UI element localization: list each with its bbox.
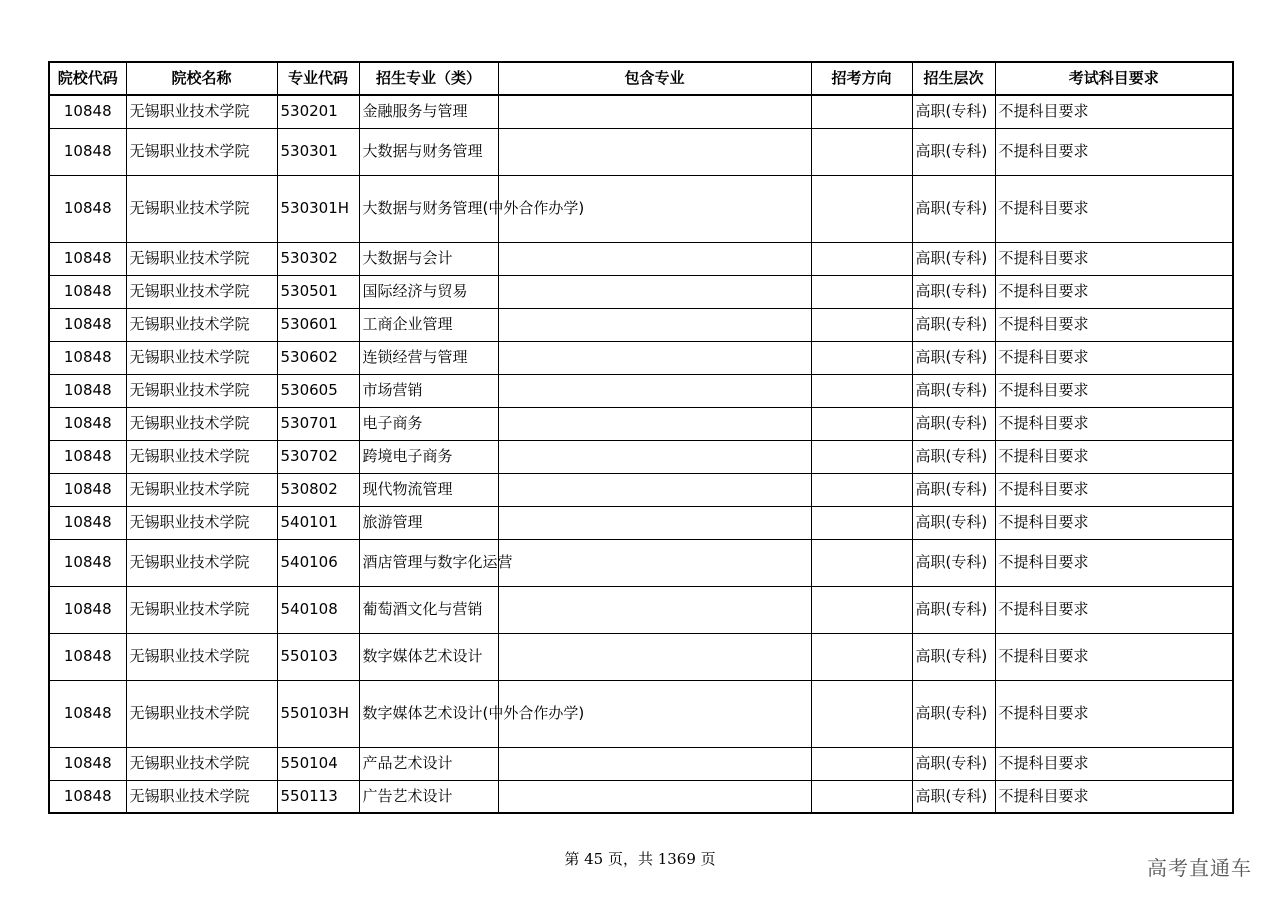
cell-school-code: 10848 bbox=[49, 586, 126, 633]
cell-level: 高职(专科) bbox=[912, 506, 995, 539]
cell-major-code: 530301H bbox=[277, 175, 359, 242]
table-row bbox=[49, 175, 1233, 242]
cell-direction bbox=[811, 95, 912, 128]
cell-included-majors bbox=[498, 539, 811, 586]
table-row bbox=[49, 473, 1233, 506]
cell-major-code: 530602 bbox=[277, 341, 359, 374]
cell-school-code: 10848 bbox=[49, 95, 126, 128]
table-row bbox=[49, 506, 1233, 539]
header-level: 招生层次 bbox=[912, 62, 995, 95]
cell-requirement: 不提科目要求 bbox=[995, 440, 1233, 473]
table-row bbox=[49, 407, 1233, 440]
cell-school-code: 10848 bbox=[49, 747, 126, 780]
cell-level: 高职(专科) bbox=[912, 780, 995, 813]
cell-school-code: 10848 bbox=[49, 275, 126, 308]
cell-major: 现代物流管理 bbox=[359, 473, 498, 506]
cell-school-name: 无锡职业技术学院 bbox=[126, 341, 277, 374]
cell-school-code: 10848 bbox=[49, 680, 126, 747]
header-major-code: 专业代码 bbox=[277, 62, 359, 95]
cell-major: 数字媒体艺术设计 bbox=[359, 633, 498, 680]
cell-school-name: 无锡职业技术学院 bbox=[126, 128, 277, 175]
cell-major: 电子商务 bbox=[359, 407, 498, 440]
cell-school-name: 无锡职业技术学院 bbox=[126, 680, 277, 747]
cell-direction bbox=[811, 506, 912, 539]
cell-requirement: 不提科目要求 bbox=[995, 308, 1233, 341]
cell-level: 高职(专科) bbox=[912, 747, 995, 780]
header-row bbox=[49, 62, 1233, 95]
cell-direction bbox=[811, 633, 912, 680]
cell-major: 国际经济与贸易 bbox=[359, 275, 498, 308]
table-row bbox=[49, 747, 1233, 780]
table-row bbox=[49, 341, 1233, 374]
cell-included-majors bbox=[498, 747, 811, 780]
cell-requirement: 不提科目要求 bbox=[995, 95, 1233, 128]
cell-school-name: 无锡职业技术学院 bbox=[126, 633, 277, 680]
cell-level: 高职(专科) bbox=[912, 633, 995, 680]
table-row bbox=[49, 128, 1233, 175]
cell-school-code: 10848 bbox=[49, 341, 126, 374]
cell-included-majors bbox=[498, 128, 811, 175]
cell-requirement: 不提科目要求 bbox=[995, 341, 1233, 374]
cell-school-name: 无锡职业技术学院 bbox=[126, 242, 277, 275]
cell-school-code: 10848 bbox=[49, 539, 126, 586]
cell-major-code: 550103 bbox=[277, 633, 359, 680]
table-row bbox=[49, 242, 1233, 275]
cell-included-majors bbox=[498, 440, 811, 473]
cell-included-majors bbox=[498, 586, 811, 633]
cell-major-code: 550113 bbox=[277, 780, 359, 813]
cell-major-code: 530802 bbox=[277, 473, 359, 506]
cell-included-majors bbox=[498, 242, 811, 275]
cell-included-majors bbox=[498, 506, 811, 539]
cell-school-name: 无锡职业技术学院 bbox=[126, 308, 277, 341]
cell-requirement: 不提科目要求 bbox=[995, 473, 1233, 506]
cell-major: 大数据与会计 bbox=[359, 242, 498, 275]
cell-direction bbox=[811, 539, 912, 586]
cell-major-code: 530302 bbox=[277, 242, 359, 275]
cell-major: 酒店管理与数字化运营 bbox=[359, 539, 498, 586]
cell-school-name: 无锡职业技术学院 bbox=[126, 407, 277, 440]
cell-level: 高职(专科) bbox=[912, 680, 995, 747]
cell-major: 大数据与财务管理(中外合作办学) bbox=[359, 175, 498, 242]
cell-included-majors bbox=[498, 308, 811, 341]
cell-requirement: 不提科目要求 bbox=[995, 586, 1233, 633]
cell-major-code: 550103H bbox=[277, 680, 359, 747]
cell-school-code: 10848 bbox=[49, 128, 126, 175]
cell-direction bbox=[811, 440, 912, 473]
cell-requirement: 不提科目要求 bbox=[995, 175, 1233, 242]
cell-included-majors bbox=[498, 780, 811, 813]
cell-level: 高职(专科) bbox=[912, 242, 995, 275]
cell-school-code: 10848 bbox=[49, 473, 126, 506]
cell-level: 高职(专科) bbox=[912, 95, 995, 128]
cell-requirement: 不提科目要求 bbox=[995, 128, 1233, 175]
cell-level: 高职(专科) bbox=[912, 407, 995, 440]
cell-major-code: 540108 bbox=[277, 586, 359, 633]
cell-requirement: 不提科目要求 bbox=[995, 242, 1233, 275]
cell-direction bbox=[811, 374, 912, 407]
cell-direction bbox=[811, 175, 912, 242]
cell-level: 高职(专科) bbox=[912, 128, 995, 175]
cell-direction bbox=[811, 242, 912, 275]
header-major: 招生专业（类） bbox=[359, 62, 498, 95]
cell-school-name: 无锡职业技术学院 bbox=[126, 586, 277, 633]
cell-school-name: 无锡职业技术学院 bbox=[126, 95, 277, 128]
cell-requirement: 不提科目要求 bbox=[995, 539, 1233, 586]
cell-direction bbox=[811, 341, 912, 374]
table-row bbox=[49, 539, 1233, 586]
cell-included-majors bbox=[498, 95, 811, 128]
table-header bbox=[49, 62, 1233, 95]
cell-level: 高职(专科) bbox=[912, 175, 995, 242]
cell-direction bbox=[811, 473, 912, 506]
cell-direction bbox=[811, 308, 912, 341]
cell-school-name: 无锡职业技术学院 bbox=[126, 747, 277, 780]
cell-school-code: 10848 bbox=[49, 308, 126, 341]
cell-level: 高职(专科) bbox=[912, 440, 995, 473]
cell-school-code: 10848 bbox=[49, 407, 126, 440]
cell-school-name: 无锡职业技术学院 bbox=[126, 539, 277, 586]
cell-major-code: 550104 bbox=[277, 747, 359, 780]
cell-included-majors bbox=[498, 407, 811, 440]
cell-major: 旅游管理 bbox=[359, 506, 498, 539]
cell-requirement: 不提科目要求 bbox=[995, 747, 1233, 780]
cell-major-code: 540101 bbox=[277, 506, 359, 539]
cell-major-code: 540106 bbox=[277, 539, 359, 586]
table-row bbox=[49, 440, 1233, 473]
cell-major: 广告艺术设计 bbox=[359, 780, 498, 813]
cell-included-majors bbox=[498, 473, 811, 506]
cell-direction bbox=[811, 275, 912, 308]
cell-direction bbox=[811, 747, 912, 780]
cell-included-majors bbox=[498, 633, 811, 680]
cell-requirement: 不提科目要求 bbox=[995, 680, 1233, 747]
cell-major: 大数据与财务管理 bbox=[359, 128, 498, 175]
table-row bbox=[49, 275, 1233, 308]
cell-school-name: 无锡职业技术学院 bbox=[126, 275, 277, 308]
cell-school-code: 10848 bbox=[49, 633, 126, 680]
watermark: 高考直通车 bbox=[1147, 856, 1252, 880]
cell-school-name: 无锡职业技术学院 bbox=[126, 473, 277, 506]
cell-level: 高职(专科) bbox=[912, 473, 995, 506]
cell-requirement: 不提科目要求 bbox=[995, 780, 1233, 813]
header-included-majors: 包含专业 bbox=[498, 62, 811, 95]
cell-major-code: 530701 bbox=[277, 407, 359, 440]
cell-level: 高职(专科) bbox=[912, 586, 995, 633]
cell-school-code: 10848 bbox=[49, 242, 126, 275]
cell-level: 高职(专科) bbox=[912, 539, 995, 586]
cell-major: 连锁经营与管理 bbox=[359, 341, 498, 374]
cell-major-code: 530702 bbox=[277, 440, 359, 473]
cell-major-code: 530601 bbox=[277, 308, 359, 341]
cell-school-code: 10848 bbox=[49, 780, 126, 813]
cell-requirement: 不提科目要求 bbox=[995, 506, 1233, 539]
cell-level: 高职(专科) bbox=[912, 341, 995, 374]
cell-requirement: 不提科目要求 bbox=[995, 374, 1233, 407]
cell-level: 高职(专科) bbox=[912, 275, 995, 308]
cell-included-majors bbox=[498, 341, 811, 374]
cell-major-code: 530301 bbox=[277, 128, 359, 175]
cell-school-code: 10848 bbox=[49, 440, 126, 473]
table-row bbox=[49, 374, 1233, 407]
table-row bbox=[49, 780, 1233, 813]
cell-school-code: 10848 bbox=[49, 374, 126, 407]
cell-major: 工商企业管理 bbox=[359, 308, 498, 341]
cell-major: 市场营销 bbox=[359, 374, 498, 407]
cell-direction bbox=[811, 407, 912, 440]
cell-school-name: 无锡职业技术学院 bbox=[126, 506, 277, 539]
cell-included-majors bbox=[498, 275, 811, 308]
table-row bbox=[49, 633, 1233, 680]
cell-major: 跨境电子商务 bbox=[359, 440, 498, 473]
table-row bbox=[49, 586, 1233, 633]
admissions-table bbox=[48, 61, 1234, 814]
header-school-name: 院校名称 bbox=[126, 62, 277, 95]
table-body bbox=[49, 95, 1233, 813]
header-requirement: 考试科目要求 bbox=[995, 62, 1233, 95]
cell-school-code: 10848 bbox=[49, 175, 126, 242]
cell-requirement: 不提科目要求 bbox=[995, 633, 1233, 680]
cell-school-name: 无锡职业技术学院 bbox=[126, 440, 277, 473]
cell-included-majors bbox=[498, 374, 811, 407]
cell-requirement: 不提科目要求 bbox=[995, 407, 1233, 440]
cell-level: 高职(专科) bbox=[912, 308, 995, 341]
cell-school-name: 无锡职业技术学院 bbox=[126, 175, 277, 242]
cell-school-name: 无锡职业技术学院 bbox=[126, 780, 277, 813]
table-row bbox=[49, 95, 1233, 128]
cell-major: 产品艺术设计 bbox=[359, 747, 498, 780]
table-row bbox=[49, 680, 1233, 747]
table-row bbox=[49, 308, 1233, 341]
cell-major-code: 530501 bbox=[277, 275, 359, 308]
cell-major-code: 530201 bbox=[277, 95, 359, 128]
header-school-code: 院校代码 bbox=[49, 62, 126, 95]
cell-level: 高职(专科) bbox=[912, 374, 995, 407]
cell-direction bbox=[811, 586, 912, 633]
cell-major: 数字媒体艺术设计(中外合作办学) bbox=[359, 680, 498, 747]
cell-school-code: 10848 bbox=[49, 506, 126, 539]
page-number: 第 45 页，共 1369 页 bbox=[564, 850, 716, 868]
cell-major: 葡萄酒文化与营销 bbox=[359, 586, 498, 633]
cell-requirement: 不提科目要求 bbox=[995, 275, 1233, 308]
header-direction: 招考方向 bbox=[811, 62, 912, 95]
cell-direction bbox=[811, 128, 912, 175]
cell-major-code: 530605 bbox=[277, 374, 359, 407]
cell-school-name: 无锡职业技术学院 bbox=[126, 374, 277, 407]
cell-direction bbox=[811, 680, 912, 747]
cell-direction bbox=[811, 780, 912, 813]
cell-major: 金融服务与管理 bbox=[359, 95, 498, 128]
